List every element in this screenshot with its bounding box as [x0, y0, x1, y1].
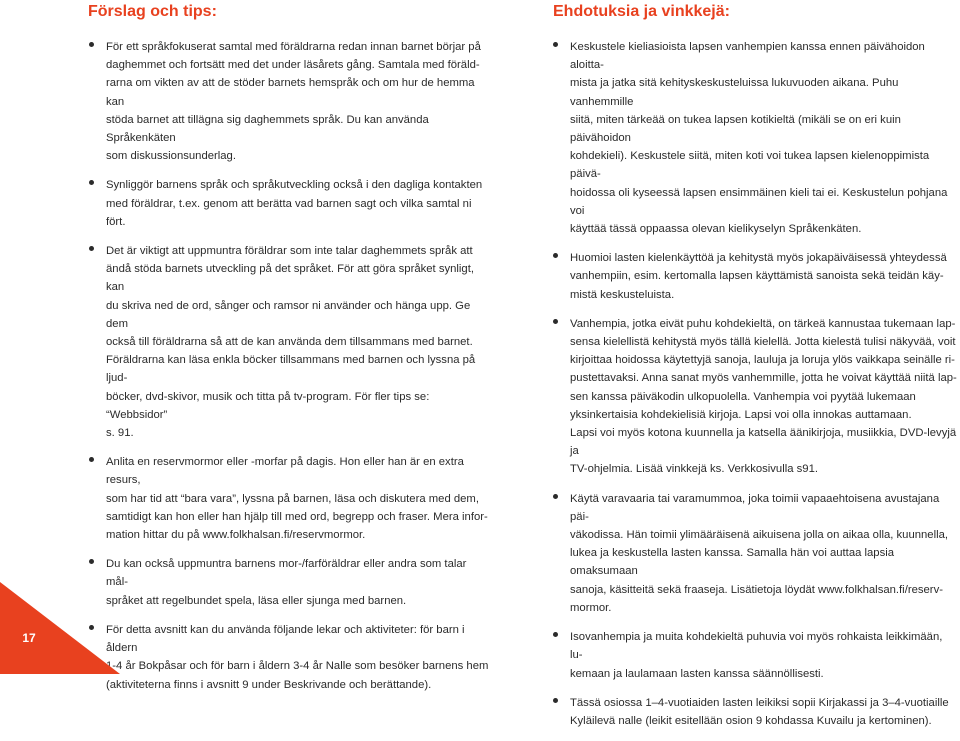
bullet-icon: [89, 559, 94, 564]
bullet-icon: [553, 253, 558, 258]
bullet-icon: [89, 457, 94, 462]
list-item-text: För ett språkfokuserat samtal med föräldrarna redan innan barnet börjar på daghemmet och fortsätt med det under läsårets gång. Samtala med föräld- rarna om vikten av att de stöder barnets hemspråk och om hur de hemma kan stöda barnet att tillägna sig daghemmets språk. Du kan använda Språkenkäten som diskussionsunderlag.: [106, 41, 481, 163]
list-item-text: För detta avsnitt kan du använda följande lekar och aktiviteter: för barn i åldern 1-4 år Bokpåsar och för barn i åldern 3-4 år Nalle som besöker barnens hem (aktiviteterna finns i avsnitt 9 under Beskrivande och berättande).: [106, 623, 489, 691]
list-item: [553, 315, 958, 479]
list-item: [89, 242, 489, 442]
list-item: [89, 555, 489, 610]
bullet-icon: [89, 246, 94, 251]
list-item-text: Tässä osiossa 1–4-vuotiaiden lasten leikiksi sopii Kirjakassi ja 3–4-vuotiaille Kyläilevä nalle (leikit esitellään osion 9 kohdassa Kuvailu ja kertominen).: [570, 696, 949, 727]
list-item: [89, 176, 489, 231]
left-column: [89, 38, 489, 705]
list-item-text: Käytä varavaaria tai varamummoa, joka toimii vapaaehtoisena avustajana päi- väkodissa. Hän toimii ylimääräisenä aikuisena jolla on aikaa olla, kuunnella, lukea ja keskustella lasten kanssa. Samalla hän voi auttaa lapsia omaksumaan sanoja, käsitteitä sekä fraaseja. Lisätietoja löydät www.folkhalsan.fi/reserv- mormor.: [570, 492, 949, 614]
list-item-text: Du kan också uppmuntra barnens mor-/farföräldrar eller andra som talar mål- språket att regelbundet spela, läsa eller sjunga med barnen.: [106, 558, 467, 607]
list-item-text: Det är viktigt att uppmuntra föräldrar som inte talar daghemmets språk att ändå stöda barnets utveckling på det språket. För att göra språket synligt, kan du skriva ned de ord, sånger och ramsor ni använder och hänga upp. Ge dem också till föräldrarna så att de kan använda dem tillsammans med barnet. Föräldrarna kan läsa enkla böcker tillsammans med barnen och lyssna på ljud- böcker, dvd-skivor, musik och titta på tv-program. För fler tips se: “Webbsidor” s. 91.: [106, 245, 476, 440]
list-item: [553, 38, 958, 238]
bullet-icon: [553, 698, 558, 703]
list-item: [553, 694, 958, 730]
list-item-text: Isovanhempia ja muita kohdekieltä puhuvia voi myös rohkaista leikkimään, lu- kemaan ja laulamaan lasten kanssa säännöllisesti.: [570, 631, 943, 680]
page-number: 17: [22, 631, 36, 645]
right-column: [553, 38, 958, 741]
bullet-icon: [553, 632, 558, 637]
list-item: [553, 249, 958, 304]
heading-swedish: Förslag och tips:: [88, 3, 217, 20]
bullet-icon: [553, 42, 558, 47]
list-item: [89, 621, 489, 694]
list-item: [89, 453, 489, 544]
bullet-icon: [553, 494, 558, 499]
bullet-icon: [89, 180, 94, 185]
list-item-text: Vanhempia, jotka eivät puhu kohdekieltä, on tärkeä kannustaa tukemaan lap- sensa kielellistä kehitystä myös tällä kielellä. Jotta kielestä tulisi näkyvää, voit kirjoittaa hoidossa käytettyjä sanoja, lauluja ja loruja ylös vaikkapa seinälle ri- pustettavaksi. Anna sanat myös vanhemmille, jotta he voivat käyttää niitä lap- sen kanssa päiväkodin ulkopuolella. Vanhempia voi pyytää lukemaan yksinkertaisia kohdekielisiä kirjoja. Lapsi voi olla innokas auttamaan. Lapsi voi myös kotona kuunnella ja katsella äänikirjoja, musiikkia, DVD-levyjä ja TV-ohjelmia. Lisää vinkkejä ks. Verkkosivulla s91.: [570, 317, 957, 476]
list-item: [89, 38, 489, 165]
heading-finnish: Ehdotuksia ja vinkkejä:: [553, 3, 730, 20]
list-item-text: Huomioi lasten kielenkäyttöä ja kehitystä myös jokapäiväisessä yhteydessä vanhempiin, esim. kertomalla lapsen käyttämistä sanoista sekä teidän käy- mistä keskusteluista.: [570, 252, 947, 301]
bullet-icon: [89, 42, 94, 47]
list-item-text: Keskustele kieliasioista lapsen vanhempien kanssa ennen päivähoidon aloitta- mista ja jatka sitä kehityskeskusteluissa lukuvuoden aikana. Puhu vanhemmille siitä, miten tärkeää on tukea lapsen kotikieltä (mikäli se on eri kuin päivähoidon kohdekieli). Keskustele siitä, miten koti voi tukea lapsen kielenoppimista päivä- hoidossa oli kyseessä lapsen ensimmäinen kieli tai ei. Keskustelun pohjana voi käyttää tässä oppaassa olevan kielikyselyn Språkenkäten.: [570, 41, 948, 236]
list-item-text: Anlita en reservmormor eller -morfar på dagis. Hon eller han är en extra resurs, som har tid att “bara vara”, lyssna på barnen, läsa och diskutera med dem, samtidigt kan hon eller han hjälp till med ord, begrepp och fraser. Mera infor- mation hittar du på www.folkhalsan.fi/reservmormor.: [106, 456, 488, 542]
list-item-text: Synliggör barnens språk och språkutveckling också i den dagliga kontakten med föräldrar, t.ex. genom att berätta vad barnen sagt och vilka samtal ni fört.: [106, 179, 483, 228]
bullet-icon: [553, 319, 558, 324]
list-item: [553, 628, 958, 683]
corner-triangle: [0, 582, 120, 674]
list-item: [553, 490, 958, 617]
